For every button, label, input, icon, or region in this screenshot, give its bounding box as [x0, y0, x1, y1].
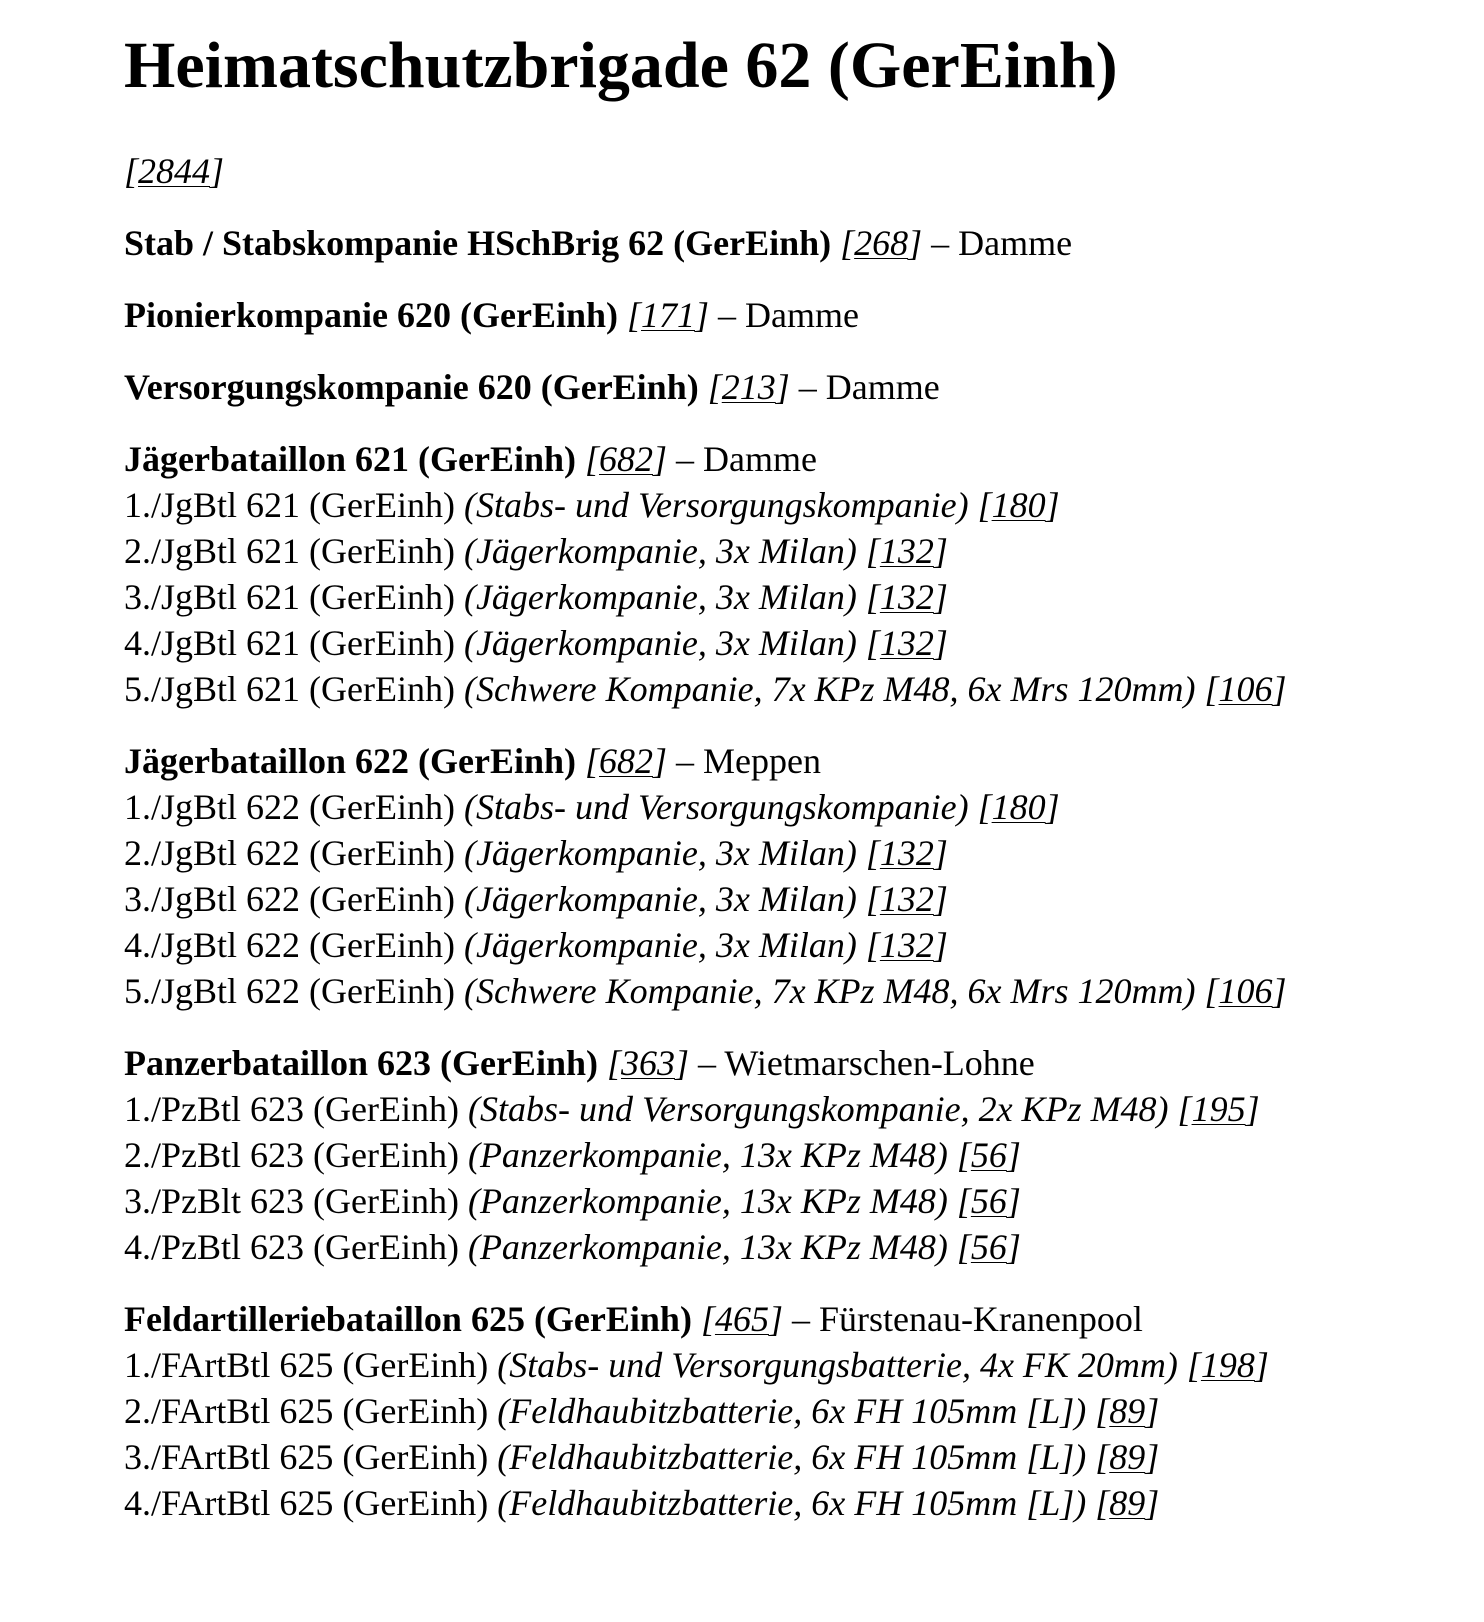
- total-strength: [2844]: [124, 150, 225, 191]
- entry-strength-link[interactable]: 213: [721, 366, 776, 407]
- unit-row: 2./FArtBtl 625 (GerEinh) (Feldhaubitzbatterie, 6x FH 105mm [L]) [89]: [124, 1390, 1160, 1431]
- unit-row: 4./PzBtl 623 (GerEinh) (Panzerkompanie, 13x KPz M48) [56]: [124, 1226, 1021, 1267]
- unit-description: (Panzerkompanie, 13x KPz M48): [467, 1134, 948, 1175]
- battalion-location: – Damme: [676, 438, 817, 479]
- page-title: Heimatschutzbrigade 62 (GerEinh): [124, 29, 1118, 102]
- unit-strength-link[interactable]: 132: [879, 832, 934, 873]
- unit-name: 3./JgBtl 621 (GerEinh): [124, 576, 455, 617]
- unit-description: (Panzerkompanie, 13x KPz M48): [467, 1226, 948, 1267]
- unit-name: 1./JgBtl 622 (GerEinh): [124, 786, 455, 827]
- unit-strength-link[interactable]: 195: [1191, 1088, 1246, 1129]
- unit-row: 3./PzBlt 623 (GerEinh) (Panzerkompanie, 13x KPz M48) [56]: [124, 1180, 1021, 1221]
- unit-row: 1./FArtBtl 625 (GerEinh) (Stabs- und Versorgungsbatterie, 4x FK 20mm) [198]: [124, 1344, 1269, 1385]
- unit-name: 5./JgBtl 622 (GerEinh): [124, 970, 455, 1011]
- unit-description: (Stabs- und Versorgungskompanie, 2x KPz M48): [467, 1088, 1169, 1129]
- battalion-name: Feldartilleriebataillon 625 (GerEinh): [124, 1298, 692, 1339]
- entry-versorgung: Versorgungskompanie 620 (GerEinh) [213] – Damme: [124, 366, 940, 407]
- unit-name: 2./JgBtl 622 (GerEinh): [124, 832, 455, 873]
- unit-description: (Jägerkompanie, 3x Milan): [463, 622, 857, 663]
- entry-name: Versorgungskompanie 620 (GerEinh): [124, 366, 699, 407]
- unit-strength-link[interactable]: 106: [1218, 668, 1273, 709]
- unit-strength-link[interactable]: 180: [991, 786, 1046, 827]
- unit-row: 1./JgBtl 622 (GerEinh) (Stabs- und Versorgungskompanie) [180]: [124, 786, 1060, 827]
- unit-strength-link[interactable]: 132: [879, 576, 934, 617]
- battalion-623: [124, 1040, 1484, 1270]
- unit-description: (Stabs- und Versorgungskompanie): [463, 484, 969, 525]
- unit-description: (Stabs- und Versorgungsbatterie, 4x FK 20mm): [497, 1344, 1178, 1385]
- unit-strength-link[interactable]: 132: [879, 622, 934, 663]
- battalion-heading: Jägerbataillon 622 (GerEinh) [682] – Meppen: [124, 740, 821, 781]
- unit-description: (Jägerkompanie, 3x Milan): [463, 878, 857, 919]
- battalion-heading: Feldartilleriebataillon 625 (GerEinh) [465] – Fürstenau-Kranenpool: [124, 1298, 1143, 1339]
- entry-name: Stab / Stabskompanie HSchBrig 62 (GerEinh): [124, 222, 832, 263]
- unit-row: 2./PzBtl 623 (GerEinh) (Panzerkompanie, 13x KPz M48) [56]: [124, 1134, 1021, 1175]
- unit-description: (Jägerkompanie, 3x Milan): [463, 530, 857, 571]
- battalion-strength-link[interactable]: 682: [599, 438, 654, 479]
- battalion-location: – Meppen: [676, 740, 821, 781]
- unit-description: (Schwere Kompanie, 7x KPz M48, 6x Mrs 120mm): [463, 970, 1196, 1011]
- unit-strength-link[interactable]: 132: [879, 924, 934, 965]
- total-strength-link[interactable]: 2844: [138, 150, 211, 191]
- unit-name: 4./FArtBtl 625 (GerEinh): [124, 1482, 489, 1523]
- entry-location: – Damme: [798, 366, 940, 407]
- unit-name: 2./JgBtl 621 (GerEinh): [124, 530, 455, 571]
- unit-description: (Schwere Kompanie, 7x KPz M48, 6x Mrs 120mm): [463, 668, 1196, 709]
- battalion-name: Panzerbataillon 623 (GerEinh): [124, 1042, 598, 1083]
- unit-description: (Feldhaubitzbatterie, 6x FH 105mm [L]): [497, 1436, 1087, 1477]
- unit-name: 1./JgBtl 621 (GerEinh): [124, 484, 455, 525]
- entry-strength-link[interactable]: 268: [854, 222, 909, 263]
- unit-row: 3./JgBtl 621 (GerEinh) (Jägerkompanie, 3x Milan) [132]: [124, 576, 948, 617]
- battalion-name: Jägerbataillon 622 (GerEinh): [124, 740, 576, 781]
- unit-strength-link[interactable]: 56: [970, 1226, 1007, 1267]
- battalion-strength-link[interactable]: 363: [621, 1042, 675, 1083]
- unit-name: 1./FArtBtl 625 (GerEinh): [124, 1344, 489, 1385]
- battalion-name: Jägerbataillon 621 (GerEinh): [124, 438, 576, 479]
- unit-strength-link[interactable]: 56: [970, 1134, 1007, 1175]
- battalion-location: – Wietmarschen-Lohne: [698, 1042, 1035, 1083]
- battalion-621: [124, 436, 1484, 712]
- battalion-heading: Jägerbataillon 621 (GerEinh) [682] – Damme: [124, 438, 817, 479]
- unit-row: 3./JgBtl 622 (GerEinh) (Jägerkompanie, 3x Milan) [132]: [124, 878, 948, 919]
- battalion-strength-link[interactable]: 465: [714, 1298, 769, 1339]
- unit-strength-link[interactable]: 56: [970, 1180, 1007, 1221]
- battalion-heading: Panzerbataillon 623 (GerEinh) [363] – Wietmarschen-Lohne: [124, 1042, 1035, 1083]
- battalion-location: – Fürstenau-Kranenpool: [791, 1298, 1143, 1339]
- unit-strength-link[interactable]: 132: [879, 530, 934, 571]
- unit-name: 5./JgBtl 621 (GerEinh): [124, 668, 455, 709]
- unit-description: (Panzerkompanie, 13x KPz M48): [467, 1180, 948, 1221]
- unit-strength-link[interactable]: 89: [1109, 1390, 1146, 1431]
- unit-description: (Feldhaubitzbatterie, 6x FH 105mm [L]): [497, 1390, 1087, 1431]
- unit-name: 3./FArtBtl 625 (GerEinh): [124, 1436, 489, 1477]
- unit-strength-link[interactable]: 89: [1109, 1482, 1146, 1523]
- unit-name: 3./JgBtl 622 (GerEinh): [124, 878, 455, 919]
- unit-strength-link[interactable]: 106: [1218, 970, 1273, 1011]
- unit-name: 1./PzBtl 623 (GerEinh): [124, 1088, 459, 1129]
- battalion-622: [124, 738, 1484, 1014]
- unit-row: 1./PzBtl 623 (GerEinh) (Stabs- und Versorgungskompanie, 2x KPz M48) [195]: [124, 1088, 1260, 1129]
- unit-strength-link[interactable]: 198: [1200, 1344, 1255, 1385]
- unit-name: 4./JgBtl 622 (GerEinh): [124, 924, 455, 965]
- entry-location: – Damme: [718, 294, 859, 335]
- unit-row: 5./JgBtl 621 (GerEinh) (Schwere Kompanie, 7x KPz M48, 6x Mrs 120mm) [106]: [124, 668, 1287, 709]
- unit-description: (Jägerkompanie, 3x Milan): [463, 832, 857, 873]
- unit-row: 2./JgBtl 622 (GerEinh) (Jägerkompanie, 3x Milan) [132]: [124, 832, 948, 873]
- unit-row: 1./JgBtl 621 (GerEinh) (Stabs- und Versorgungskompanie) [180]: [124, 484, 1060, 525]
- unit-row: 3./FArtBtl 625 (GerEinh) (Feldhaubitzbatterie, 6x FH 105mm [L]) [89]: [124, 1436, 1160, 1477]
- entry-pionier: Pionierkompanie 620 (GerEinh) [171] – Damme: [124, 294, 859, 335]
- entry-strength-link[interactable]: 171: [641, 294, 696, 335]
- unit-row: 2./JgBtl 621 (GerEinh) (Jägerkompanie, 3x Milan) [132]: [124, 530, 948, 571]
- unit-strength-link[interactable]: 89: [1109, 1436, 1146, 1477]
- unit-name: 4./JgBtl 621 (GerEinh): [124, 622, 455, 663]
- unit-name: 4./PzBtl 623 (GerEinh): [124, 1226, 459, 1267]
- unit-description: (Feldhaubitzbatterie, 6x FH 105mm [L]): [497, 1482, 1087, 1523]
- unit-name: 2./FArtBtl 625 (GerEinh): [124, 1390, 489, 1431]
- unit-name: 3./PzBlt 623 (GerEinh): [124, 1180, 459, 1221]
- battalion-strength-link[interactable]: 682: [599, 740, 654, 781]
- unit-row: 4./FArtBtl 625 (GerEinh) (Feldhaubitzbatterie, 6x FH 105mm [L]) [89]: [124, 1482, 1160, 1523]
- unit-strength-link[interactable]: 132: [879, 878, 934, 919]
- unit-row: 5./JgBtl 622 (GerEinh) (Schwere Kompanie, 7x KPz M48, 6x Mrs 120mm) [106]: [124, 970, 1287, 1011]
- unit-strength-link[interactable]: 180: [991, 484, 1046, 525]
- unit-description: (Jägerkompanie, 3x Milan): [463, 576, 857, 617]
- unit-description: (Stabs- und Versorgungskompanie): [463, 786, 969, 827]
- battalion-625: [124, 1296, 1484, 1526]
- entry-stab: Stab / Stabskompanie HSchBrig 62 (GerEinh) [268] – Damme: [124, 222, 1073, 263]
- unit-row: 4./JgBtl 622 (GerEinh) (Jägerkompanie, 3x Milan) [132]: [124, 924, 948, 965]
- unit-row: 4./JgBtl 621 (GerEinh) (Jägerkompanie, 3x Milan) [132]: [124, 622, 948, 663]
- unit-name: 2./PzBtl 623 (GerEinh): [124, 1134, 459, 1175]
- unit-description: (Jägerkompanie, 3x Milan): [463, 924, 857, 965]
- entry-location: – Damme: [931, 222, 1073, 263]
- entry-name: Pionierkompanie 620 (GerEinh): [124, 294, 618, 335]
